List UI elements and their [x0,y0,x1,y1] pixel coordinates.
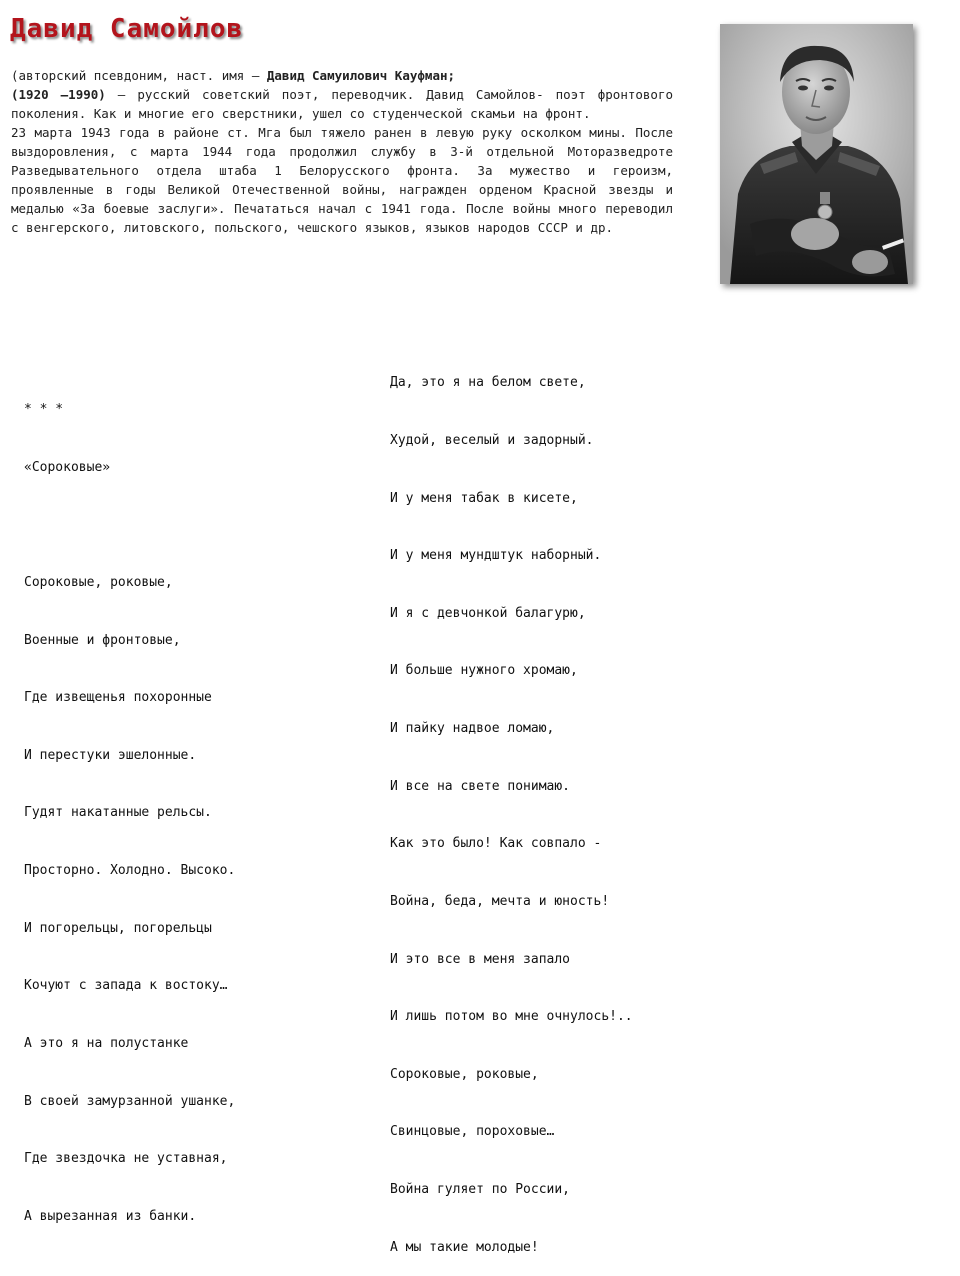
poem-line: Сороковые, роковые, [390,1066,539,1082]
poem-left-column [24,362,235,1245]
poem-line: Гудят накатанные рельсы. [24,805,212,821]
poem-line: А это я на полустанке [24,1035,189,1051]
poem-right-column [390,335,633,1276]
poem-line: И у меня табак в кисете, [390,490,578,506]
poem-line: И лишь потом во мне очнулось!.. [390,1009,633,1025]
poem-line: И у меня мундштук наборный. [390,548,602,564]
poem-line: Кочуют с запада к востоку… [24,978,228,994]
poem-line: Где звездочка не уставная, [24,1151,228,1167]
bio-real-name: Давид Самуилович Кауфман; [266,68,456,83]
poem-line: И больше нужного хромаю, [390,663,578,679]
poem-line: И пайку надвое ломаю, [390,721,555,737]
poem-line: И это все в меня запало [390,951,571,967]
poem-line: И все на свете понимаю. [390,778,571,794]
bio-years: (1920 —1990) [11,87,106,102]
poem-line: Война гуляет по России, [390,1181,571,1197]
portrait-photo [720,24,913,284]
poem-title: «Сороковые» [24,460,111,476]
poem-line: Сороковые, роковые, [24,575,173,591]
poem-line: А вырезанная из банки. [24,1208,197,1224]
poem-line: Свинцовые, пороховые… [390,1124,555,1140]
portrait-illustration [720,24,913,284]
bio-description: — русский советский поэт, переводчик. Давид Самойлов- поэт фронтового поколения. Как и многие его сверстники, ушел со студенческой скамьи на фронт. [11,87,673,121]
poem-line: Худой, веселый и задорный. [390,433,594,449]
poem-line: Как это было! Как совпало - [390,836,602,852]
poem-line: Война, беда, мечта и юность! [390,893,610,909]
poem-stars: * * * [24,402,64,418]
bio-paragraph-1 [11,66,673,123]
poem-line: И погорельцы, погорельцы [24,920,212,936]
poem-line: И перестуки эшелонные. [24,747,197,763]
poem-line: Просторно. Холодно. Высоко. [24,863,236,879]
poem-line: Военные и фронтовые, [24,632,181,648]
bio-intro: (авторский псевдоним, наст. имя — [11,68,267,83]
page-title: Давид Самойлов [10,14,244,44]
poem-line: В своей замурзанной ушанке, [24,1093,236,1109]
poem-line: Да, это я на белом свете, [390,375,586,391]
poem-line: А мы такие молодые! [390,1239,539,1255]
poem-line: И я с девчонкой балагурю, [390,605,586,621]
bio-paragraph-2: 23 марта 1943 года в районе ст. Мга был тяжело ранен в левую руку осколком мины. После выздоровления, с марта 1944 года продолжил службу в 3-й отдельной Моторазведроте Разведывательного отдела штаба 1 Белорусского фронта. За мужество и героизм, проявленные в годы Великой Отечественной войны, награжден орденом Красной звезды и медалью «За боевые заслуги». Печататься начал с 1941 года. После войны много переводил с венгерского, литовского, польского, чешского языков, языков народов СССР и др. [11,125,673,235]
biography-text [11,66,673,237]
poem-line: Где извещенья похоронные [24,690,212,706]
